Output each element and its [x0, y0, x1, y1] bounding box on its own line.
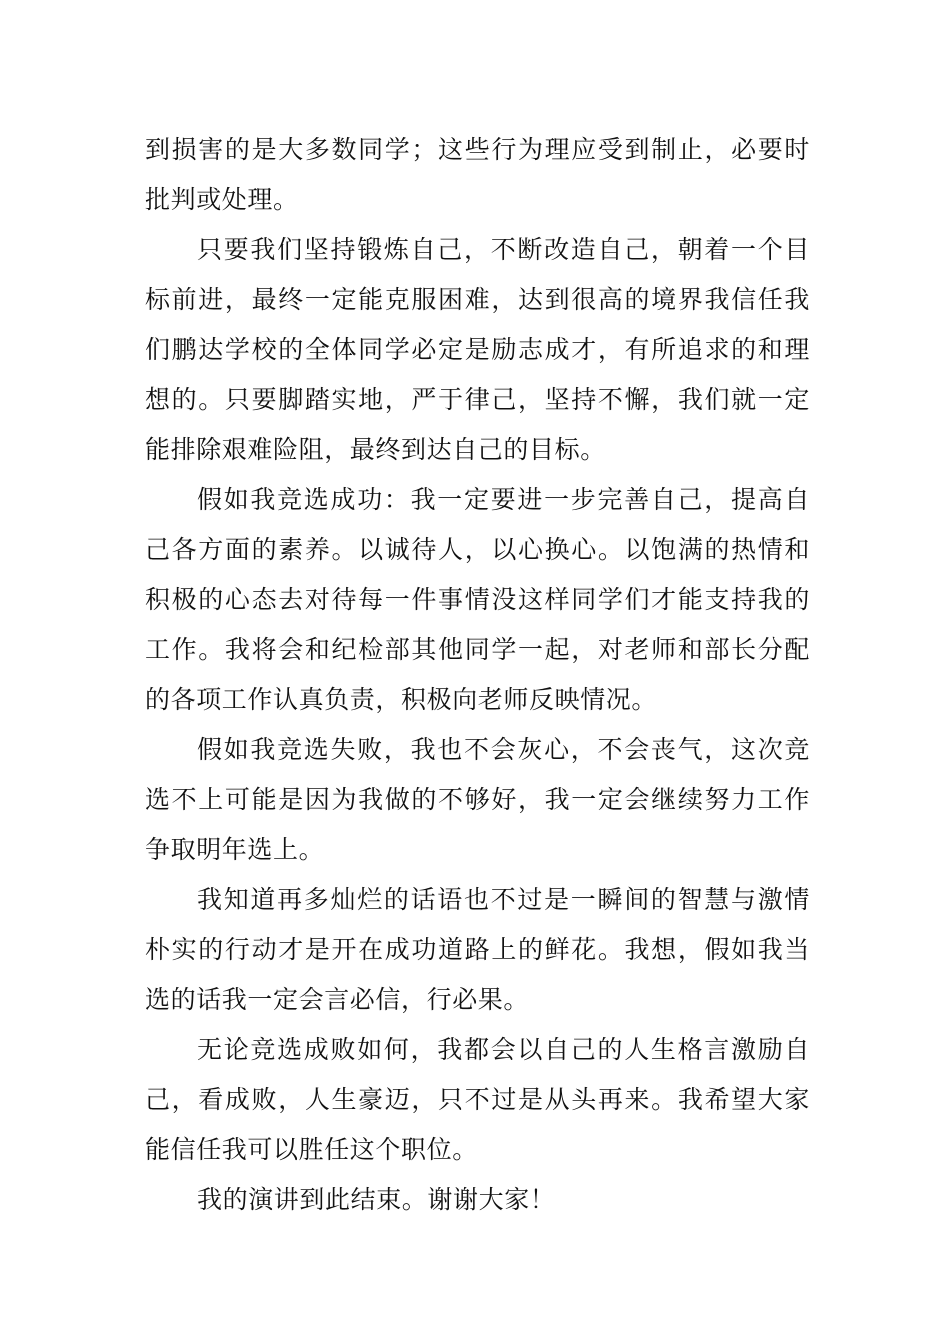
paragraph: 只要我们坚持锻炼自己，不断改造自己，朝着一个目标前进，最终一定能克服困难，达到很高的境界我信任我们鹏达学校的全体同学必定是励志成才，有所追求的和理想的。只要脚踏实地，严于律己，坚持不懈，我们就一定能排除艰难险阻，最终到达自己的目标。	[145, 235, 810, 464]
paragraph: 我知道再多灿烂的话语也不过是一瞬间的智慧与激情朴实的行动才是开在成功道路上的鲜花。我想，假如我当选的话我一定会言必信，行必果。	[145, 885, 810, 1014]
paragraph: 无论竞选成败如何，我都会以自己的人生格言激励自己，看成败，人生豪迈，只不过是从头再来。我希望大家能信任我可以胜任这个职位。	[145, 1035, 810, 1164]
document-body	[145, 125, 810, 1225]
paragraph: 假如我竞选失败，我也不会灰心，不会丧气，这次竞选不上可能是因为我做的不够好，我一定会继续努力工作争取明年选上。	[145, 735, 810, 864]
closing-paragraph: 我的演讲到此结束。谢谢大家！	[197, 1185, 556, 1214]
paragraph: 假如我竞选成功：我一定要进一步完善自己，提高自己各方面的素养。以诚待人，以心换心。以饱满的热情和积极的心态去对待每一件事情没这样同学们才能支持我的工作。我将会和纪检部其他同学一起，对老师和部长分配的各项工作认真负责，积极向老师反映情况。	[145, 485, 810, 714]
paragraph-continued: 到损害的是大多数同学；这些行为理应受到制止，必要时批判或处理。	[145, 135, 810, 214]
